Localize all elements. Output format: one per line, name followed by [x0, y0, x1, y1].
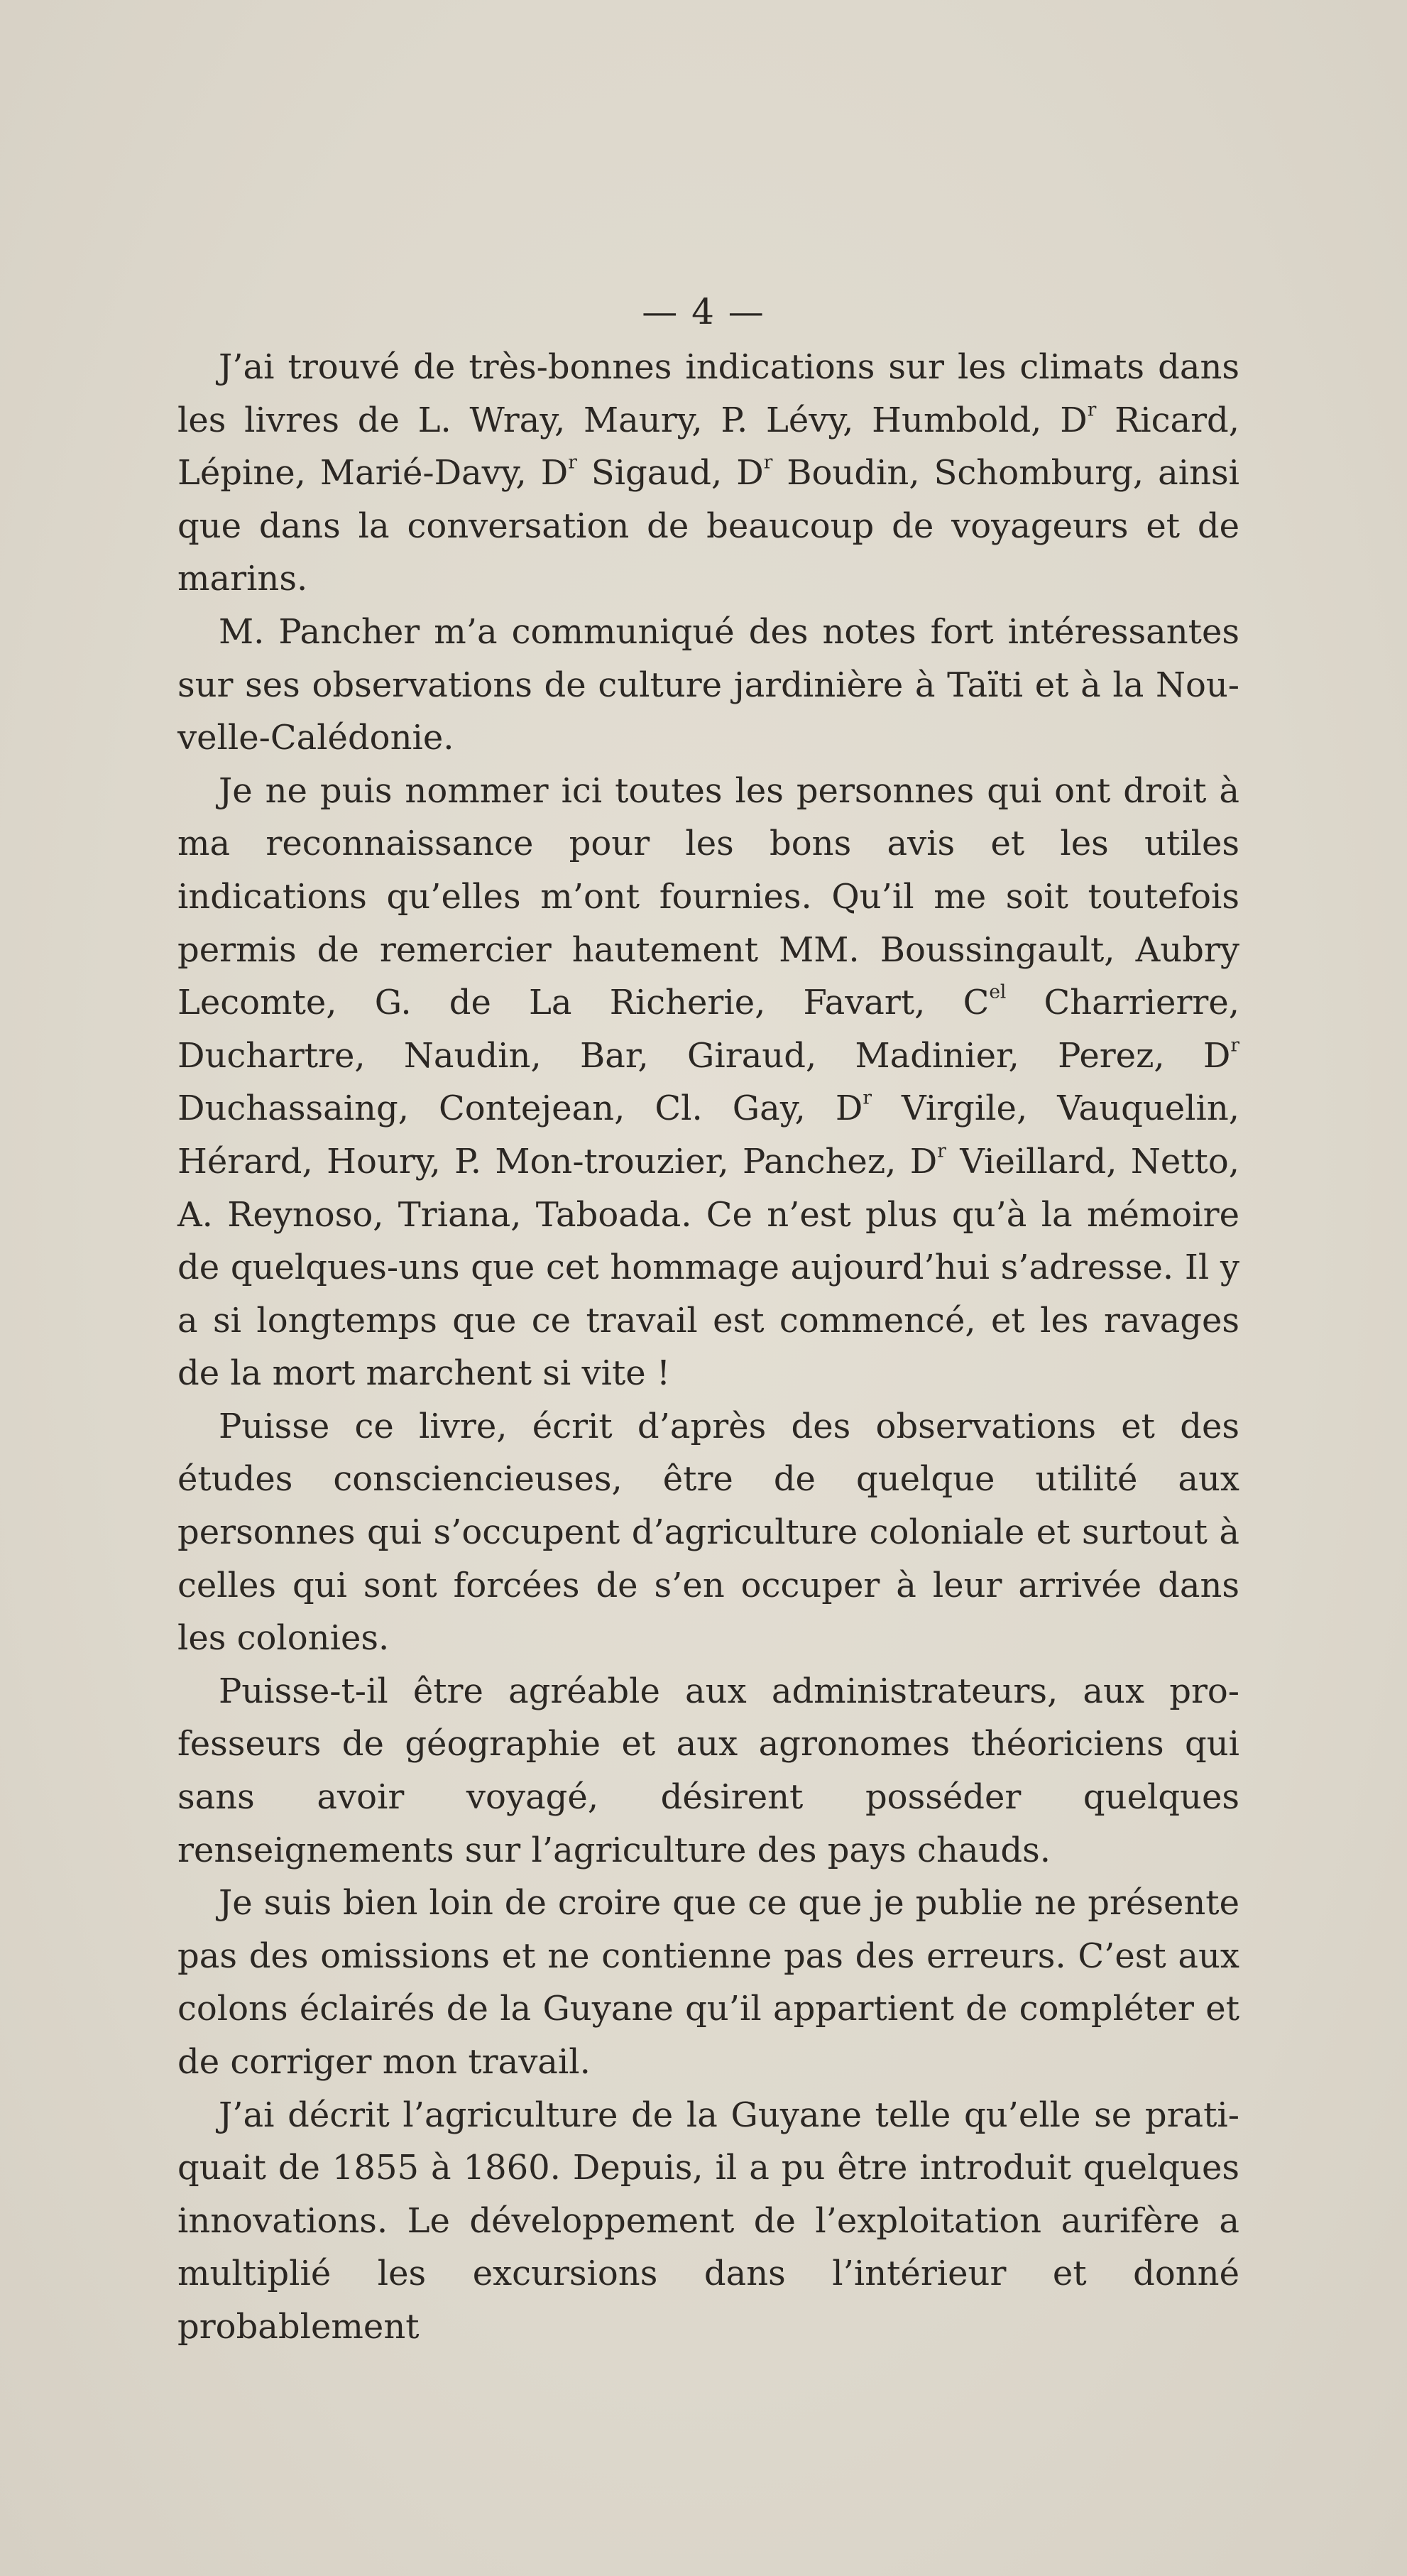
- text-run: Je suis bien loin de croire que ce que je publie ne présente pas des omissions et ne contienne pas des erreurs. C’est aux colons éclairés de la Guyane qu’il appartient de compléter et de corriger mon travail.: [177, 1883, 1239, 2082]
- superscript: r: [863, 1086, 872, 1109]
- paragraph: [177, 765, 1239, 1400]
- text-run: Puisse-t-il être agréable aux administrateurs, aux pro-fesseurs de géographie et aux agronomes théoriciens qui sans avoir voyagé, désirent posséder quelques renseignements sur l’agriculture des pays chauds.: [177, 1671, 1239, 1870]
- text-run: J’ai trouvé de très-bonnes indications sur les climats dans les livres de L. Wray, Maury, P. Lévy, Humbold, D: [177, 347, 1239, 440]
- text-run: Charrierre, Duchartre, Naudin, Bar, Giraud, Madinier, Perez, D: [177, 983, 1239, 1076]
- paragraph: [177, 606, 1239, 765]
- text-run: Duchassaing, Contejean, Cl. Gay, D: [177, 1088, 863, 1129]
- text-run: Puisse ce livre, écrit d’après des observations et des études consciencieuses, être de quelque utilité aux personnes qui s’occupent d’agriculture coloniale et surtout à celles qui sont forcées de s’en occuper à leur arrivée dans les colonies.: [177, 1406, 1239, 1659]
- text-run: Ricard, Lépine, Marié-Davy, D: [177, 400, 1239, 493]
- text-run: Boudin, Schomburg, ainsi que dans la conversation de beaucoup de voyageurs et de marins.: [177, 453, 1240, 599]
- superscript: r: [1087, 398, 1097, 421]
- paragraph: [177, 1400, 1239, 1665]
- text-run: M. Pancher m’a communiqué des notes fort intéressantes sur ses observations de culture jardinière à Taïti et à la Nou-velle-Calédonie.: [177, 611, 1239, 758]
- superscript: el: [989, 981, 1007, 1003]
- paragraph: [177, 341, 1239, 606]
- text-run: Vieillard, Netto, A. Reynoso, Triana, Taboada. Ce n’est plus qu’à la mémoire de quelques-uns que cet hommage aujourd’hui s’adresse. Il y a si longtemps que ce travail est commencé, et les ravages de la mort marchent si vite !: [177, 1141, 1239, 1394]
- text-run: Virgile, Vauquelin, Hérard, Houry, P. Mon-trouzier, Panchez, D: [177, 1088, 1239, 1181]
- page-number: — 4 —: [642, 291, 765, 332]
- superscript: r: [568, 451, 577, 474]
- paragraph: [177, 1665, 1239, 1877]
- paragraph: [177, 2089, 1239, 2354]
- text-body: [177, 341, 1239, 2354]
- superscript: r: [763, 451, 773, 474]
- paragraph: [177, 1877, 1239, 2088]
- text-run: J’ai décrit l’agriculture de la Guyane telle qu’elle se prati-quait de 1855 à 1860. Depuis, il a pu être introduit quelques innovations. Le développement de l’exploitation aurifère a multiplié les excursions dans l’intérieur et donné probablement: [177, 2095, 1239, 2347]
- text-run: Sigaud, D: [576, 453, 764, 493]
- superscript: r: [1230, 1034, 1239, 1057]
- text-run: Je ne puis nommer ici toutes les personnes qui ont droit à ma reconnaissance pour les bons avis et les utiles indications qu’elles m’ont fournies. Qu’il me soit toutefois permis de remercier hautement MM. Boussingault, Aubry Lecomte, G. de La Richerie, Favart, C: [177, 770, 1239, 1023]
- superscript: r: [937, 1140, 946, 1162]
